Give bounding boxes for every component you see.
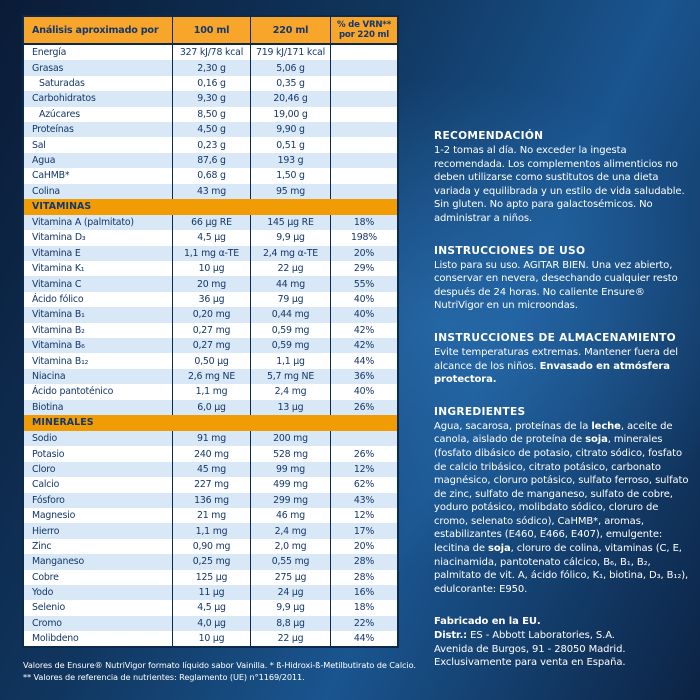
table-header-row — [24, 17, 397, 45]
value-100ml: 1,1 mg — [172, 523, 250, 538]
row-label: Zinc — [32, 540, 52, 552]
value-100ml: 327 kJ/78 kcal — [172, 45, 250, 60]
value-vrn: 40% — [330, 292, 397, 307]
info-section — [434, 130, 690, 226]
row-label: Cloro — [32, 463, 56, 475]
value-100ml: 0,27 mg — [172, 323, 250, 338]
row-label: CaHMB* — [32, 170, 70, 182]
value-100ml: 10 µg — [172, 631, 250, 646]
row-label: Vitamina E — [32, 247, 81, 259]
value-100ml: 45 mg — [172, 462, 250, 477]
table-row — [24, 137, 397, 152]
value-100ml: 87,6 g — [172, 153, 250, 168]
value-vrn — [330, 76, 397, 91]
value-220ml: 2,4 mg — [250, 523, 330, 538]
table-row — [24, 215, 397, 230]
row-label: Selenio — [32, 602, 65, 614]
table-row — [24, 276, 397, 291]
text: Avenida de Burgos, 91 - 28050 Madrid. — [434, 643, 626, 655]
table-row — [24, 353, 397, 368]
row-label: Potasio — [32, 448, 65, 460]
table-row — [24, 400, 397, 415]
value-220ml: 145 µg RE — [250, 215, 330, 230]
bold-text: Distr.: — [434, 630, 468, 642]
value-220ml: 46 mg — [250, 508, 330, 523]
value-vrn: 44% — [330, 631, 397, 646]
row-label: Vitamina C — [32, 278, 82, 290]
value-vrn: 22% — [330, 616, 397, 631]
value-220ml: 8,8 µg — [250, 616, 330, 631]
distributor-line — [434, 643, 690, 657]
value-vrn: 12% — [330, 462, 397, 477]
value-220ml: 193 g — [250, 153, 330, 168]
value-220ml: 13 µg — [250, 400, 330, 415]
value-100ml: 0,16 g — [172, 76, 250, 91]
value-220ml: 19,00 g — [250, 107, 330, 122]
table-row — [24, 60, 397, 75]
info-section-title: INSTRUCCIONES DE USO — [434, 244, 586, 257]
value-220ml: 0,44 mg — [250, 307, 330, 322]
info-section-body — [434, 420, 690, 597]
row-label: Saturadas — [39, 77, 85, 89]
value-220ml: 299 mg — [250, 493, 330, 508]
row-label: Vitamina B₁₂ — [32, 355, 89, 367]
row-label: Manganeso — [32, 556, 85, 568]
value-100ml: 0,25 mg — [172, 554, 250, 569]
value-vrn: 16% — [330, 585, 397, 600]
value-220ml: 719 kJ/171 kcal — [250, 45, 330, 60]
value-220ml: 79 µg — [250, 292, 330, 307]
table-row — [24, 230, 397, 245]
value-vrn: 40% — [330, 307, 397, 322]
header-vrn — [330, 17, 397, 43]
text: Exclusivamente para venta en España. — [434, 657, 626, 669]
info-section — [434, 245, 690, 313]
value-220ml: 0,55 mg — [250, 554, 330, 569]
table-row — [24, 523, 397, 538]
table-row — [24, 107, 397, 122]
value-100ml: 0,50 µg — [172, 353, 250, 368]
value-vrn: 40% — [330, 384, 397, 399]
row-label: Azúcares — [39, 108, 80, 120]
value-220ml: 5,06 g — [250, 60, 330, 75]
value-100ml: 240 mg — [172, 446, 250, 461]
info-section — [434, 332, 690, 387]
distributor-line — [434, 615, 690, 629]
value-220ml: 9,9 µg — [250, 230, 330, 245]
row-label: Cobre — [32, 571, 59, 583]
info-section-title: RECOMENDACIÓN — [434, 130, 544, 142]
value-100ml: 0,27 mg — [172, 338, 250, 353]
row-label: Cromo — [32, 617, 62, 629]
value-220ml: 0,59 mg — [250, 338, 330, 353]
value-100ml: 227 mg — [172, 477, 250, 492]
bold-text: Envasado en atmósfera protectora. — [434, 360, 670, 386]
info-section-title: INGREDIENTES — [434, 405, 526, 418]
value-220ml: 44 mg — [250, 276, 330, 291]
value-vrn — [330, 184, 397, 199]
value-vrn: 42% — [330, 338, 397, 353]
value-220ml: 20,46 g — [250, 91, 330, 106]
value-100ml: 0,90 mg — [172, 539, 250, 554]
table-row — [24, 122, 397, 137]
info-section-body — [434, 346, 690, 387]
nutrition-table — [22, 15, 399, 648]
value-220ml: 2,0 mg — [250, 539, 330, 554]
text: , cloruro de colina, vitaminas (C, E, niacinamida, pantotenato cálcico, B₆, B₁, B₂, palmitato de vit. A, ácido fólico, K₁, biotina, D₃, B₁₂), edulcorante: E950. — [434, 543, 689, 595]
row-label: Sal — [32, 139, 46, 151]
row-label: Molibdeno — [32, 633, 79, 645]
text: Agua, sacarosa, proteínas de la — [434, 420, 592, 432]
row-label: Colina — [32, 185, 60, 197]
value-vrn: 198% — [330, 230, 397, 245]
value-vrn — [330, 45, 397, 60]
value-100ml: 9,30 g — [172, 91, 250, 106]
value-100ml: 1,1 mg α-TE — [172, 246, 250, 261]
value-vrn — [330, 91, 397, 106]
row-label: Calcio — [32, 479, 60, 491]
section-bar-minerales — [24, 415, 397, 431]
value-vrn: 55% — [330, 276, 397, 291]
value-vrn: 18% — [330, 215, 397, 230]
row-label: Ácido fólico — [32, 294, 84, 306]
value-220ml: 22 µg — [250, 261, 330, 276]
value-100ml: 0,20 mg — [172, 307, 250, 322]
value-vrn: 18% — [330, 600, 397, 615]
value-220ml: 0,59 mg — [250, 323, 330, 338]
table-row — [24, 184, 397, 199]
table-row — [24, 369, 397, 384]
value-vrn: 42% — [330, 323, 397, 338]
value-100ml: 21 mg — [172, 508, 250, 523]
value-100ml: 8,50 g — [172, 107, 250, 122]
header-100ml: 100 ml — [172, 17, 250, 43]
value-vrn: 62% — [330, 477, 397, 492]
value-vrn: 43% — [330, 493, 397, 508]
table-row — [24, 446, 397, 461]
table-row — [24, 554, 397, 569]
distributor-line — [434, 629, 690, 643]
value-100ml: 4,0 µg — [172, 616, 250, 631]
table-row — [24, 462, 397, 477]
value-220ml: 0,35 g — [250, 76, 330, 91]
row-label: Sodio — [32, 433, 57, 445]
value-vrn — [330, 122, 397, 137]
row-label: Vitamina B₆ — [32, 340, 85, 352]
table-row — [24, 153, 397, 168]
value-220ml: 24 µg — [250, 585, 330, 600]
value-vrn: 12% — [330, 508, 397, 523]
value-vrn: 20% — [330, 246, 397, 261]
value-100ml: 66 µg RE — [172, 215, 250, 230]
info-section-body — [434, 144, 690, 226]
value-vrn: 44% — [330, 353, 397, 368]
footnotes — [23, 659, 428, 684]
header-vrn-line1: % de VRN** — [336, 19, 392, 30]
value-220ml: 275 µg — [250, 570, 330, 585]
table-body — [24, 45, 397, 646]
value-220ml: 22 µg — [250, 631, 330, 646]
value-vrn: 17% — [330, 523, 397, 538]
header-vrn-line2: por 220 ml — [338, 30, 390, 40]
value-220ml: 2,4 mg — [250, 384, 330, 399]
value-100ml: 1,1 mg — [172, 384, 250, 399]
table-row — [24, 292, 397, 307]
table-row — [24, 91, 397, 106]
distributor-block — [434, 615, 690, 669]
bold-text: soja — [488, 543, 511, 555]
text: Listo para su uso. AGITAR BIEN. Una vez abierto, conservar en nevera, desechando cualquier resto después de 24 horas. No caliente Ensure® NutriVigor en un microondas. — [434, 259, 678, 312]
table-row — [24, 246, 397, 261]
footnote-line: ** Valores de referencia de nutrientes: Reglamento (UE) n°1169/2011. — [23, 672, 305, 683]
value-220ml: 0,51 g — [250, 137, 330, 152]
row-label: Vitamina K₁ — [32, 263, 85, 275]
value-100ml: 91 mg — [172, 431, 250, 446]
value-100ml: 136 mg — [172, 493, 250, 508]
value-vrn — [330, 153, 397, 168]
value-220ml: 200 mg — [250, 431, 330, 446]
table-row — [24, 261, 397, 276]
row-label: Magnesio — [32, 510, 76, 522]
text: ES - Abbott Laboratories, S.A. — [467, 630, 615, 642]
row-label: Vitamina D₃ — [32, 232, 86, 244]
header-220ml: 220 ml — [250, 17, 330, 43]
row-label: Niacina — [32, 371, 66, 382]
value-vrn: 28% — [330, 570, 397, 585]
value-vrn — [330, 137, 397, 152]
row-label: Vitamina A (palmitato) — [32, 217, 134, 229]
value-vrn — [330, 431, 397, 446]
text: , minerales (fosfato dibásico de potasio, citrato sódico, fosfato de calcio tribásico, citrato potásico, carbonato magnésico, cloruro potásico, sulfato ferroso, sulfato de zinc, sulfato de manganeso, sulfato de cobre, yoduro potásico, molibdato sódico, cloruro de cromo, selenato sódico), CaHMB*, aromas, estabilizantes (E460, E466, E407), emulgente: lecitina de — [434, 434, 689, 555]
value-220ml: 528 mg — [250, 446, 330, 461]
row-label: Vitamina B₁ — [32, 309, 85, 321]
value-100ml: 2,6 mg NE — [172, 369, 250, 384]
value-220ml: 9,90 g — [250, 122, 330, 137]
value-100ml: 0,68 g — [172, 168, 250, 183]
table-row — [24, 431, 397, 446]
value-vrn: 26% — [330, 400, 397, 415]
info-section-title: INSTRUCCIONES DE ALMACENAMIENTO — [434, 331, 676, 344]
text: , aceite de canola, aislado de proteína de — [434, 420, 673, 446]
table-row — [24, 570, 397, 585]
section-bar-label: VITAMINAS — [32, 201, 92, 213]
table-row — [24, 493, 397, 508]
table-row — [24, 508, 397, 523]
header-analysis-label: Análisis aproximado por — [32, 24, 159, 36]
value-100ml: 20 mg — [172, 276, 250, 291]
row-label: Carbohidratos — [32, 93, 96, 105]
value-vrn: 36% — [330, 369, 397, 384]
table-row — [24, 307, 397, 322]
section-bar-label: MINERALES — [32, 417, 94, 429]
value-vrn — [330, 60, 397, 75]
table-row — [24, 585, 397, 600]
value-100ml: 0,23 g — [172, 137, 250, 152]
value-100ml: 43 mg — [172, 184, 250, 199]
value-100ml: 6,0 µg — [172, 400, 250, 415]
row-label: Grasas — [32, 62, 64, 74]
row-label: Ácido pantoténico — [32, 386, 114, 398]
text: Evite temperaturas extremas. Mantener fuera del alcance de los niños. — [434, 346, 678, 372]
row-label: Energía — [32, 47, 67, 59]
value-220ml: 2,4 mg α-TE — [250, 246, 330, 261]
info-section — [434, 406, 690, 597]
value-vrn — [330, 168, 397, 183]
table-row — [24, 323, 397, 338]
value-100ml: 125 µg — [172, 570, 250, 585]
table-row — [24, 616, 397, 631]
value-100ml: 4,50 g — [172, 122, 250, 137]
value-vrn: 26% — [330, 446, 397, 461]
footnote-line: Valores de Ensure® NutriVigor formato líquido sabor Vainilla. * ß-Hidroxi-ß-Metilbutirato de Calcio. — [23, 660, 416, 670]
value-100ml: 10 µg — [172, 261, 250, 276]
value-vrn: 20% — [330, 539, 397, 554]
value-220ml: 99 mg — [250, 462, 330, 477]
row-label: Vitamina B₂ — [32, 324, 85, 336]
table-row — [24, 539, 397, 554]
row-label: Proteínas — [32, 124, 74, 136]
value-vrn: 29% — [330, 261, 397, 276]
value-220ml: 499 mg — [250, 477, 330, 492]
value-vrn: 28% — [330, 554, 397, 569]
table-row — [24, 631, 397, 646]
table-row — [24, 168, 397, 183]
table-row — [24, 45, 397, 60]
value-100ml: 11 µg — [172, 585, 250, 600]
value-220ml: 1,50 g — [250, 168, 330, 183]
text: 1-2 tomas al día. No exceder la ingesta recomendada. Los complementos alimenticios no deben utilizarse como sustitutos de una dieta variada y equilibrada y un estilo de vida saludable. Sin gluten. No apto para galactosémicos. No administrar a niños. — [434, 145, 685, 224]
info-panel — [434, 130, 690, 670]
row-label: Agua — [32, 154, 56, 166]
value-100ml: 4,5 µg — [172, 600, 250, 615]
row-label: Biotina — [32, 401, 64, 413]
table-row — [24, 338, 397, 353]
value-100ml: 2,30 g — [172, 60, 250, 75]
value-220ml: 95 mg — [250, 184, 330, 199]
distributor-line — [434, 656, 690, 670]
bold-text: soja — [585, 434, 608, 446]
value-vrn — [330, 107, 397, 122]
table-row — [24, 384, 397, 399]
table-row — [24, 76, 397, 91]
value-220ml: 5,7 mg NE — [250, 369, 330, 384]
bold-text: leche — [591, 420, 621, 432]
info-section-body — [434, 259, 690, 313]
value-100ml: 4,5 µg — [172, 230, 250, 245]
value-100ml: 36 µg — [172, 292, 250, 307]
value-220ml: 9,9 µg — [250, 600, 330, 615]
row-label: Yodo — [32, 587, 54, 599]
row-label: Hierro — [32, 525, 60, 537]
section-bar-vitaminas — [24, 199, 397, 215]
table-row — [24, 477, 397, 492]
table-row — [24, 600, 397, 615]
value-220ml: 1,1 µg — [250, 353, 330, 368]
row-label: Fósforo — [32, 494, 65, 506]
bold-text: Fabricado en la EU. — [434, 616, 541, 628]
